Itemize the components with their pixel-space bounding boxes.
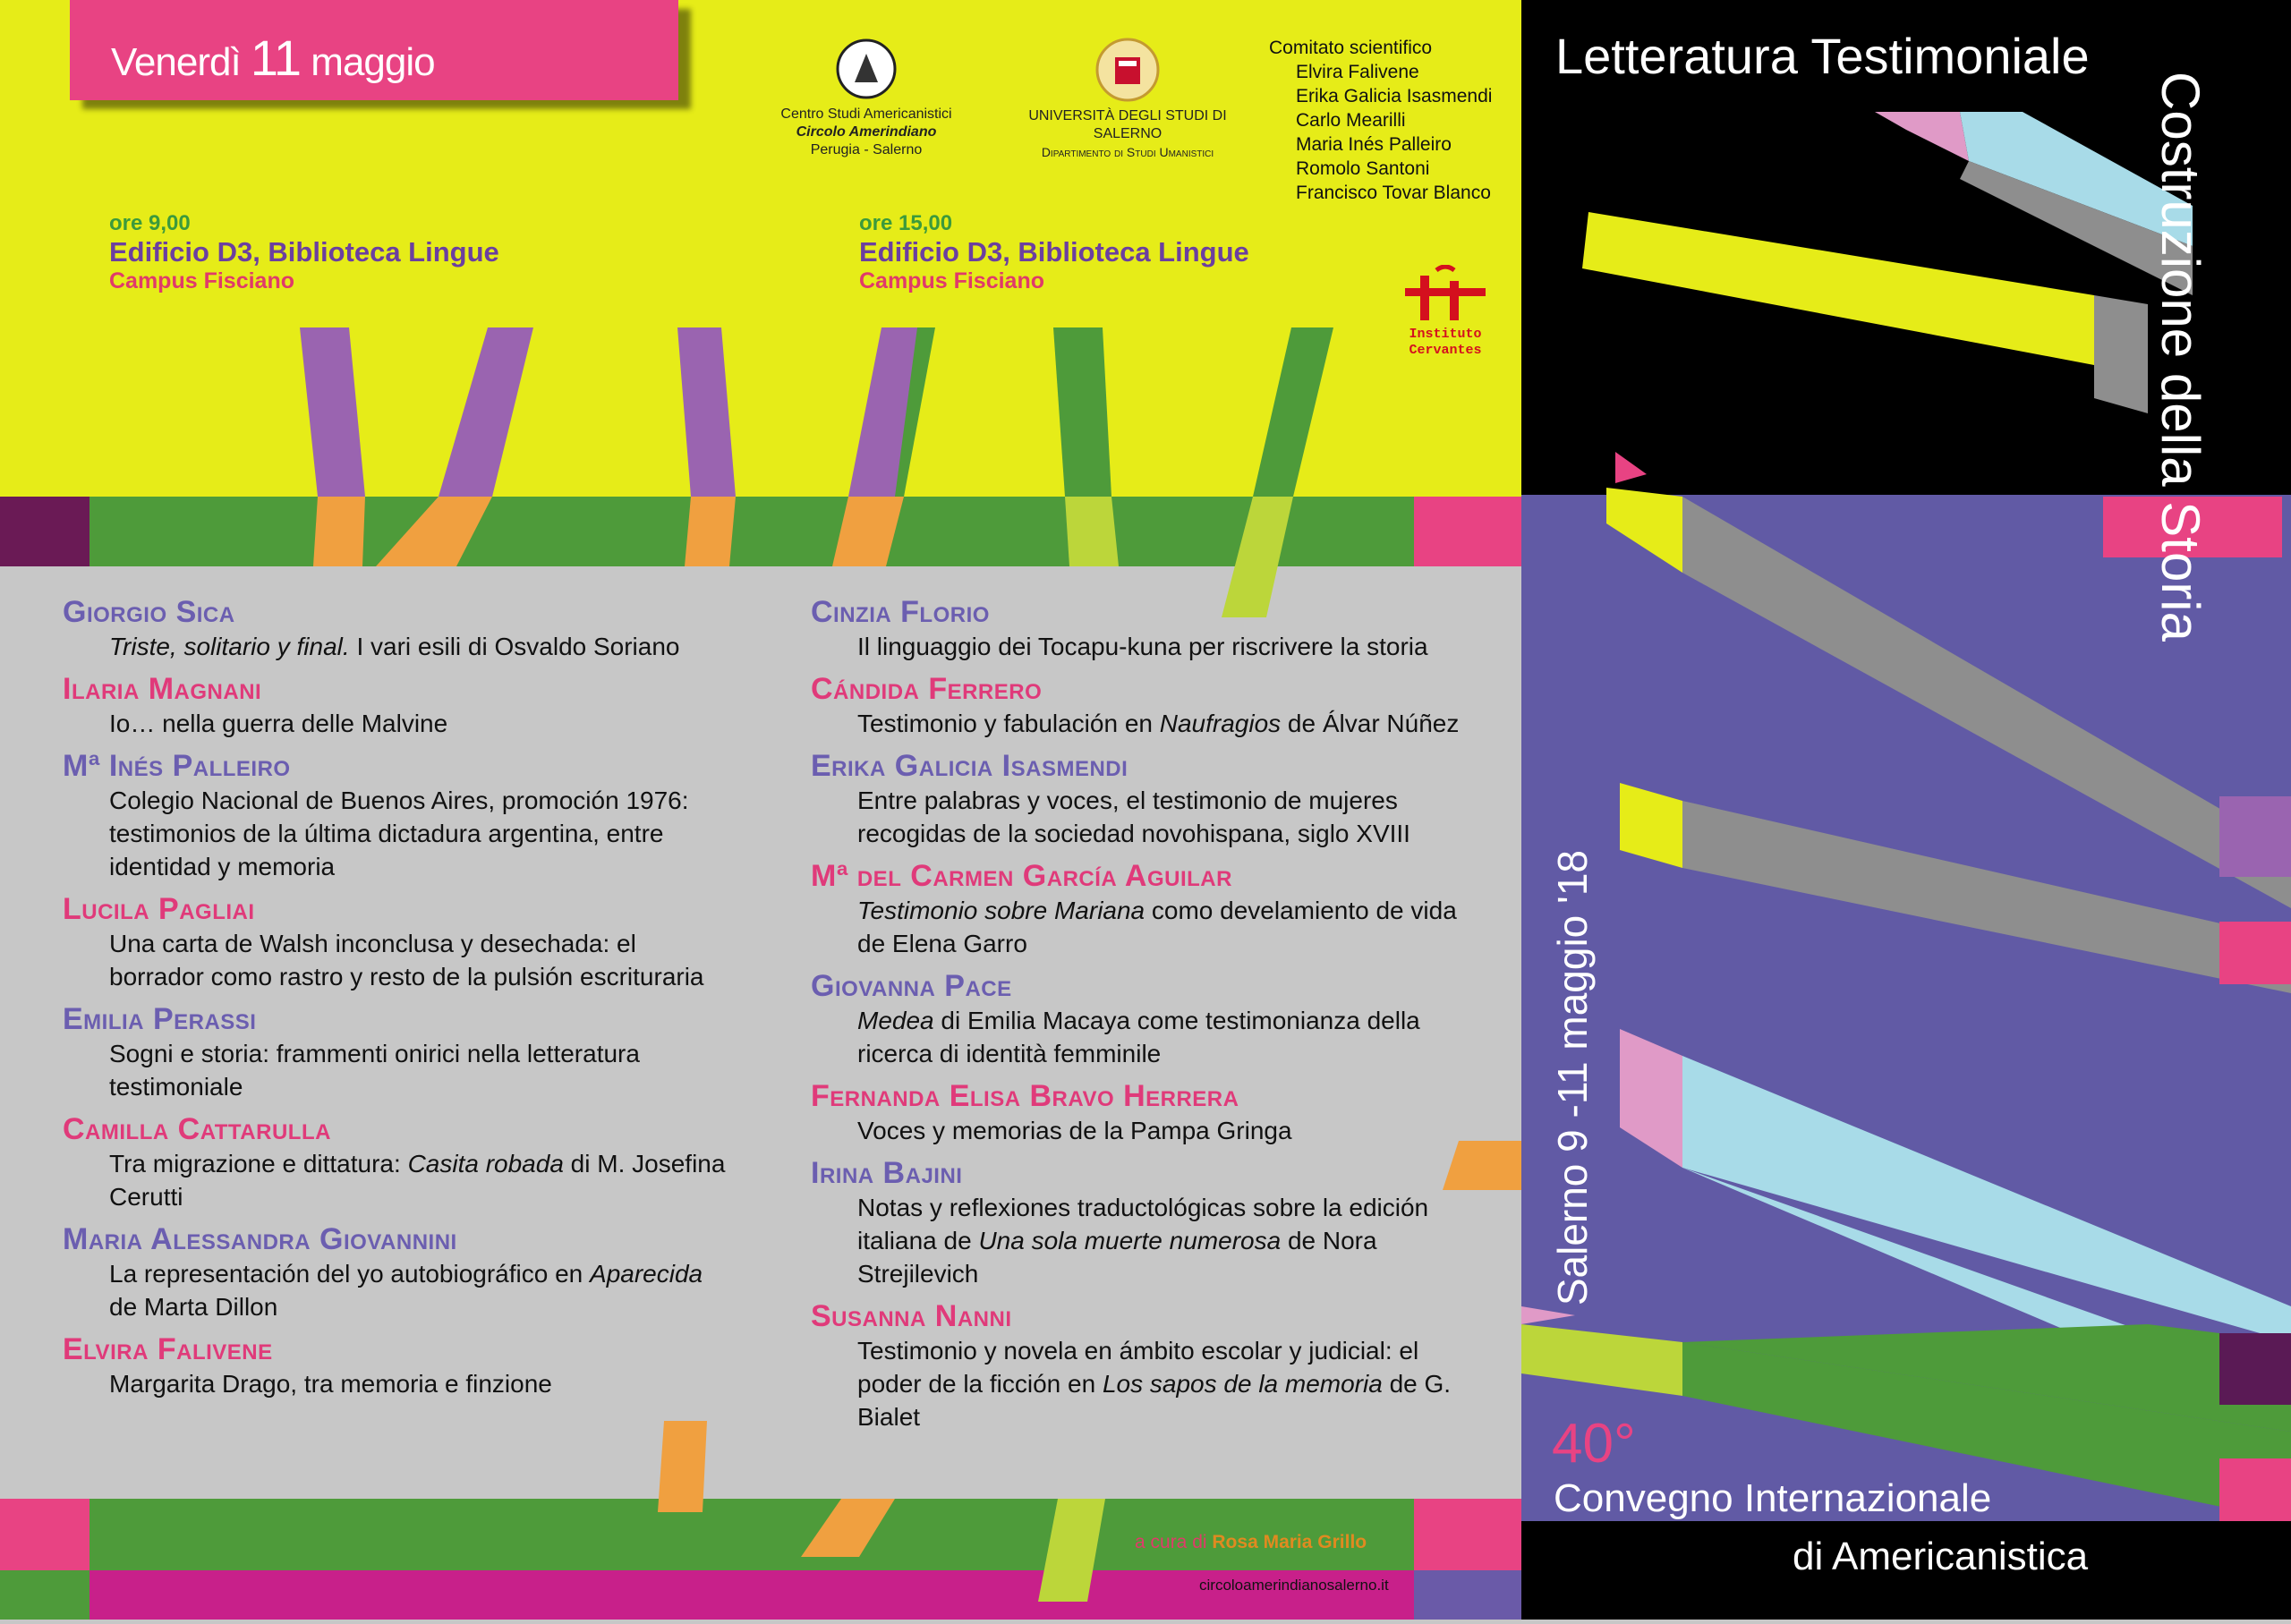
speaker-name: Elvira Falivene [63, 1332, 273, 1366]
instituto-cervantes-logo-icon [1401, 265, 1490, 322]
csa-line2: Circolo Amerindiano [796, 124, 937, 140]
speaker-name: Mª Inés Palleiro [63, 749, 291, 783]
day-number: 11 [250, 30, 302, 86]
comitato-scientifico [1269, 36, 1492, 205]
day-month: maggio [311, 40, 435, 84]
speaker-name: Erika Galicia Isasmendi [811, 749, 1128, 783]
speaker-entry [63, 1002, 734, 1103]
session-place: Edificio D3, Biblioteca Lingue [859, 236, 1249, 268]
speaker-entry [811, 595, 1482, 663]
speaker-entry [63, 892, 734, 993]
speaker-entry [811, 749, 1482, 850]
speaker-name: Cándida Ferrero [811, 672, 1043, 706]
session-time: ore 9,00 [109, 211, 191, 235]
session-campus: Campus Fisciano [859, 268, 1044, 293]
speaker-name: Giorgio Sica [63, 595, 235, 629]
talk-title: Medea di Emilia Macaya come testimonianza della ricerca di identità femminile [857, 1007, 1420, 1067]
speaker-name: Irina Bajini [811, 1156, 963, 1190]
session-campus: Campus Fisciano [109, 268, 294, 293]
speaker-name: Ilaria Magnani [63, 672, 262, 706]
talk-title: Tra migrazione e dittatura: Casita robada di M. Josefina Cerutti [109, 1150, 726, 1211]
comitato-member: Romolo Santoni [1296, 158, 1430, 179]
comitato-member: Elvira Falivene [1296, 62, 1419, 82]
csa-line1: Centro Studi Americanistici [780, 106, 952, 122]
talk-title: Notas y reflexiones traductológicas sobre la edición italiana de Una sola muerte numerosa de Nora Strejilevich [857, 1194, 1429, 1288]
comitato-member: Maria Inés Palleiro [1296, 134, 1452, 155]
talk-title: Io… nella guerra delle Malvine [109, 710, 448, 737]
talk-title: La representación del yo autobiográfico en Aparecida de Marta Dillon [109, 1260, 703, 1321]
talk-title: Testimonio y fabulación en Naufragios de Álvar Núñez [857, 710, 1460, 737]
speaker-name: Emilia Perassi [63, 1002, 257, 1036]
website-link[interactable]: circoloamerindianosalerno.it [1199, 1577, 1389, 1594]
cover-date: Salerno 9 -11 maggio '18 [1549, 850, 1596, 1306]
university-line1: UNIVERSITÀ DEGLI STUDI DI SALERNO [1028, 108, 1227, 141]
speaker-name: Maria Alessandra Giovannini [63, 1222, 457, 1256]
speaker-name: Camilla Cattarulla [63, 1112, 331, 1146]
speakers-column-right [811, 595, 1482, 1442]
comitato-member: Francisco Tovar Blanco [1296, 183, 1491, 203]
university-seal-icon [1095, 38, 1160, 102]
talk-title: Testimonio sobre Mariana como develamiento de vida de Elena Garro [857, 897, 1457, 957]
cervantes-line1: Instituto [1409, 327, 1482, 342]
comitato-member: Carlo Mearilli [1296, 110, 1406, 131]
cover-vertical-title: Costruzione della Storia [2150, 72, 2210, 642]
edition-number: 40° [1552, 1413, 1636, 1475]
speaker-entry [811, 1299, 1482, 1433]
speaker-entry [63, 1112, 734, 1213]
speaker-name: Fernanda Elisa Bravo Herrera [811, 1079, 1239, 1113]
cover-top-title: Letteratura Testimoniale [1555, 28, 2090, 84]
comitato-heading: Comitato scientifico [1269, 38, 1433, 58]
csa-logo-block [777, 38, 956, 159]
speaker-name: Susanna Nanni [811, 1299, 1012, 1333]
csa-line3: Perugia - Salerno [810, 142, 923, 157]
talk-title: Colegio Nacional de Buenos Aires, promoción 1976: testimonios de la última dictadura argentina, entre identidad y memoria [109, 786, 689, 880]
date-banner [70, 0, 678, 100]
university-logo-block [993, 38, 1262, 161]
morning-session [109, 211, 499, 294]
speaker-entry [811, 1156, 1482, 1290]
circolo-amerindiano-logo-icon [835, 38, 898, 100]
speaker-entry [811, 969, 1482, 1070]
speaker-entry [811, 672, 1482, 740]
cervantes-line2: Cervantes [1409, 343, 1482, 358]
talk-title: Una carta de Walsh inconclusa y desechada: el borrador como rastro y resto de la pulsión escrituraria [109, 930, 704, 991]
talk-title: Voces y memorias de la Pampa Gringa [857, 1117, 1292, 1144]
speaker-name: Lucila Pagliai [63, 892, 255, 926]
convegno-line1: Convegno Internazionale [1554, 1476, 1992, 1520]
speaker-name: Mª del Carmen García Aguilar [811, 859, 1232, 893]
speaker-entry [63, 672, 734, 740]
speaker-entry [63, 749, 734, 883]
talk-title: Testimonio y novela en ámbito escolar y judicial: el poder de la ficción en Los sapos de la memoria de G. Bialet [857, 1337, 1452, 1431]
speaker-entry [811, 859, 1482, 960]
curator-credit: a cura di Rosa Maria Grillo [1135, 1532, 1367, 1552]
afternoon-session [859, 211, 1249, 294]
comitato-member: Erika Galicia Isasmendi [1296, 86, 1493, 106]
talk-title: Sogni e storia: frammenti onirici nella letteratura testimoniale [109, 1040, 640, 1101]
talk-title: Entre palabras y voces, el testimonio de mujeres recogidas de la sociedad novohispana, siglo XVIII [857, 786, 1410, 847]
speaker-entry [63, 595, 734, 663]
speaker-entry [811, 1079, 1482, 1147]
speakers-column-left [63, 595, 734, 1409]
speaker-entry [63, 1332, 734, 1400]
session-place: Edificio D3, Biblioteca Lingue [109, 236, 499, 268]
convegno-line2: di Americanistica [1793, 1535, 2089, 1578]
session-time: ore 15,00 [859, 211, 953, 235]
speaker-entry [63, 1222, 734, 1323]
speaker-name: Giovanna Pace [811, 969, 1012, 1003]
talk-title: Triste, solitario y final. I vari esili di Osvaldo Soriano [109, 633, 680, 660]
speaker-name: Cinzia Florio [811, 595, 990, 629]
cervantes-logo-block [1396, 265, 1495, 359]
talk-title: Il linguaggio dei Tocapu-kuna per riscrivere la storia [857, 633, 1428, 660]
talk-title: Margarita Drago, tra memoria e finzione [109, 1370, 552, 1398]
university-line2: Dipartimento di Studi Umanistici [1041, 145, 1214, 159]
day-prefix: Venerdì [111, 40, 241, 84]
